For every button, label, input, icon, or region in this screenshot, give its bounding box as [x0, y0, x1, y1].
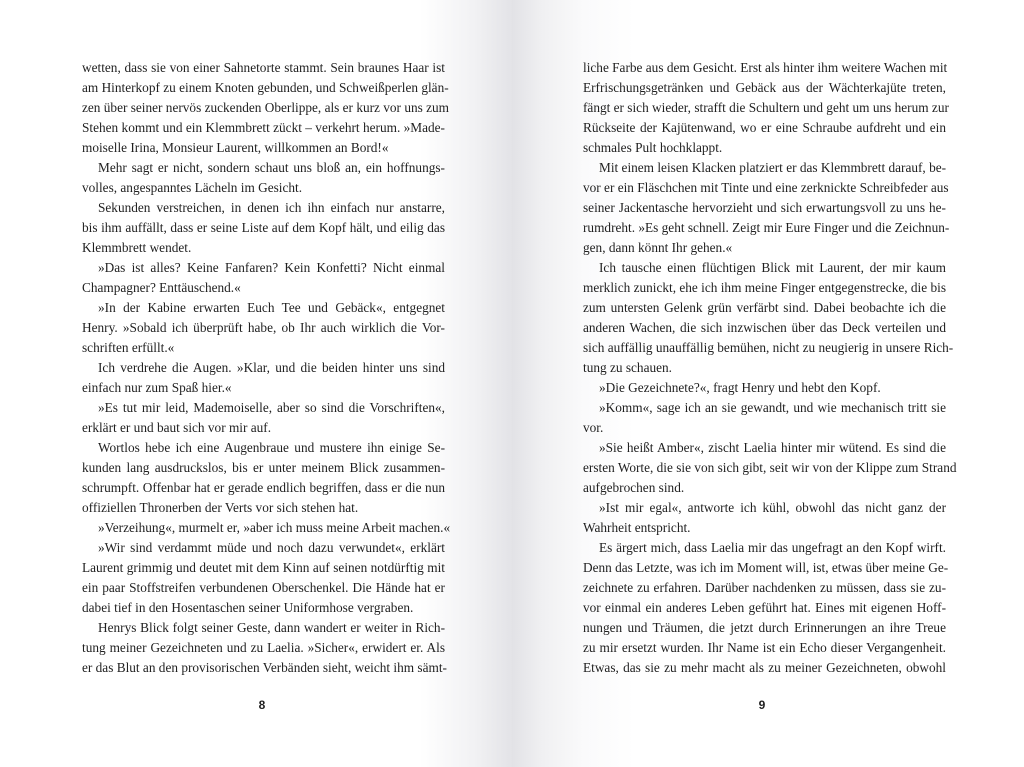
text-line: zum untersten Gelenk grün verfärbt sind. Dabei beobachte ich die	[583, 300, 946, 315]
text-line: dabei tief in den Hosentaschen seiner Uniformhose vergraben.	[82, 600, 414, 615]
text-line: vor einmal ein anderes Leben geführt hat. Eines mit eigenen Hoff-	[583, 600, 946, 615]
text-line: vor er ein Fläschchen mit Tinte und eine zerknickte Schreibfeder aus	[583, 180, 949, 195]
text-line: Laurent grimmig und deutet mit dem Kinn auf seinen notdürftig mit	[82, 560, 445, 575]
text-line: fängt er sich wieder, strafft die Schultern und geht um uns herum zur	[583, 100, 949, 115]
text-line: Ich verdrehe die Augen. »Klar, und die beiden hinter uns sind	[98, 360, 445, 375]
text-line: Es ärgert mich, dass Laelia mir das ungefragt an den Kopf wirft.	[599, 540, 946, 555]
text-line: seiner Jackentasche hervorzieht und sich erwartungsvoll zu uns he-	[583, 200, 946, 215]
text-line: »In der Kabine erwarten Euch Tee und Gebäck«, entgegnet	[98, 300, 445, 315]
text-line: Rückseite der Kajütenwand, wo er eine Schraube aufdreht und ein	[583, 120, 946, 135]
text-line: Erfrischungsgetränken und Gebäck aus der Wächterkajüte treten,	[583, 80, 946, 95]
text-line: wetten, dass sie von einer Sahnetorte stammt. Sein braunes Haar ist	[82, 60, 445, 75]
right-page-number: 9	[758, 698, 766, 712]
text-line: Henry. »Sobald ich überprüft habe, ob Ihr auch wirklich die Vor-	[82, 320, 445, 335]
text-line: gen, dann könnt Ihr gehen.«	[583, 240, 733, 255]
text-line: Champagner? Enttäuschend.«	[82, 280, 241, 295]
text-line: liche Farbe aus dem Gesicht. Erst als hinter ihm weitere Wachen mit	[583, 60, 948, 75]
text-line: Wahrheit entspricht.	[583, 520, 691, 535]
text-line: tung zu schauen.	[583, 360, 672, 375]
text-line: einfach nur zum Spaß hier.«	[82, 380, 232, 395]
text-line: zu mir ersetzt wurden. Ihr Name ist ein Echo dieser Vergangenheit.	[583, 640, 946, 655]
text-line: Ich tausche einen flüchtigen Blick mit Laurent, der mir kaum	[599, 260, 946, 275]
text-line: vor.	[583, 420, 604, 435]
right-page-text	[583, 58, 957, 678]
left-page-number: 8	[258, 698, 266, 712]
text-line: ein paar Stoffstreifen verbundenen Oberschenkel. Die Hände hat er	[82, 580, 445, 595]
text-line: »Verzeihung«, murmelt er, »aber ich muss meine Arbeit machen.«	[98, 520, 451, 535]
text-line: Klemmbrett wendet.	[82, 240, 192, 255]
text-line: »Wir sind verdammt müde und noch dazu verwundet«, erklärt	[98, 540, 445, 555]
text-line: »Das ist alles? Keine Fanfaren? Kein Konfetti? Nicht einmal	[98, 260, 445, 275]
text-line: schrumpft. Offenbar hat er gerade endlich begriffen, dass er die nun	[82, 480, 445, 495]
text-line: bis ihm auffällt, dass er seine Liste auf dem Kopf hält, und eilig das	[82, 220, 445, 235]
left-page-text	[82, 58, 451, 678]
text-line: Wortlos hebe ich eine Augenbraue und mustere ihn einige Se-	[98, 440, 445, 455]
text-line: moiselle Irina, Monsieur Laurent, willkommen an Bord!«	[82, 140, 389, 155]
text-line: Mehr sagt er nicht, sondern schaut uns bloß an, ein hoffnungs-	[98, 160, 445, 175]
text-line: Henrys Blick folgt seiner Geste, dann wandert er weiter in Rich-	[98, 620, 445, 635]
text-line: »Ist mir egal«, antworte ich kühl, obwohl das nicht ganz der	[599, 500, 946, 515]
text-line: »Komm«, sage ich an sie gewandt, und wie mechanisch tritt sie	[599, 400, 946, 415]
text-line: Stehen kommt und ein Klemmbrett zückt – verkehrt herum. »Made-	[82, 120, 445, 135]
text-line: Mit einem leisen Klacken platziert er das Klemmbrett darauf, be-	[599, 160, 947, 175]
text-line: anderen Wachen, die sich inzwischen über das Deck verteilen und	[583, 320, 946, 335]
text-line: Sekunden verstreichen, in denen ich ihn einfach nur anstarre,	[98, 200, 445, 215]
text-line: zeichnete zu erfahren. Darüber nachdenken zu müssen, dass sie zu-	[583, 580, 946, 595]
text-line: Denn das Letzte, was ich im Moment will, ist, etwas über meine Ge-	[583, 560, 949, 575]
text-line: rumdreht. »Es geht schnell. Zeigt mir Eure Finger und die Zeichnun-	[583, 220, 950, 235]
text-line: »Die Gezeichnete?«, fragt Henry und hebt den Kopf.	[599, 380, 881, 395]
text-line: offiziellen Thronerben der Verts vor sich stehen hat.	[82, 500, 359, 515]
text-line: schmales Pult hochklappt.	[583, 140, 723, 155]
text-line: schriften erfüllt.«	[82, 340, 175, 355]
text-line: Etwas, das sie zu mehr macht als zu meiner Gezeichneten, obwohl	[583, 660, 946, 675]
text-line: nungen und Träumen, die jetzt durch Erinnerungen an ihre Treue	[583, 620, 946, 635]
text-line: kunden lang ausdruckslos, bis er unter meinem Blick zusammen-	[82, 460, 445, 475]
text-line: sich auffällig unauffällig bemühen, nicht zu neugierig in unsere Rich-	[583, 340, 954, 355]
text-line: am Hinterkopf zu einem Knoten gebunden, und Schweißperlen glän-	[82, 80, 449, 95]
text-line: aufgebrochen sind.	[583, 480, 685, 495]
text-line: tung meiner Gezeichneten und zu Laelia. »Sicher«, erwidert er. Als	[82, 640, 445, 655]
right-page	[512, 0, 1024, 767]
text-line: er das Blut an den provisorischen Verbänden sieht, weicht ihm sämt-	[82, 660, 447, 675]
text-line: erklärt er und baut sich vor mir auf.	[82, 420, 272, 435]
text-line: zen über seiner nervös zuckenden Oberlippe, als er kurz vor uns zum	[82, 100, 450, 115]
text-line: »Sie heißt Amber«, zischt Laelia hinter mir wütend. Es sind die	[599, 440, 946, 455]
text-line: merklich zunickt, ehe ich ihm meine Finger entgegenstrecke, die bis	[583, 280, 946, 295]
text-line: »Es tut mir leid, Mademoiselle, aber so sind die Vorschriften«,	[98, 400, 445, 415]
text-line: ersten Worte, die sie von sich gibt, seit wir von der Klippe zum Strand	[583, 460, 957, 475]
text-line: volles, angespanntes Lächeln im Gesicht.	[82, 180, 303, 195]
